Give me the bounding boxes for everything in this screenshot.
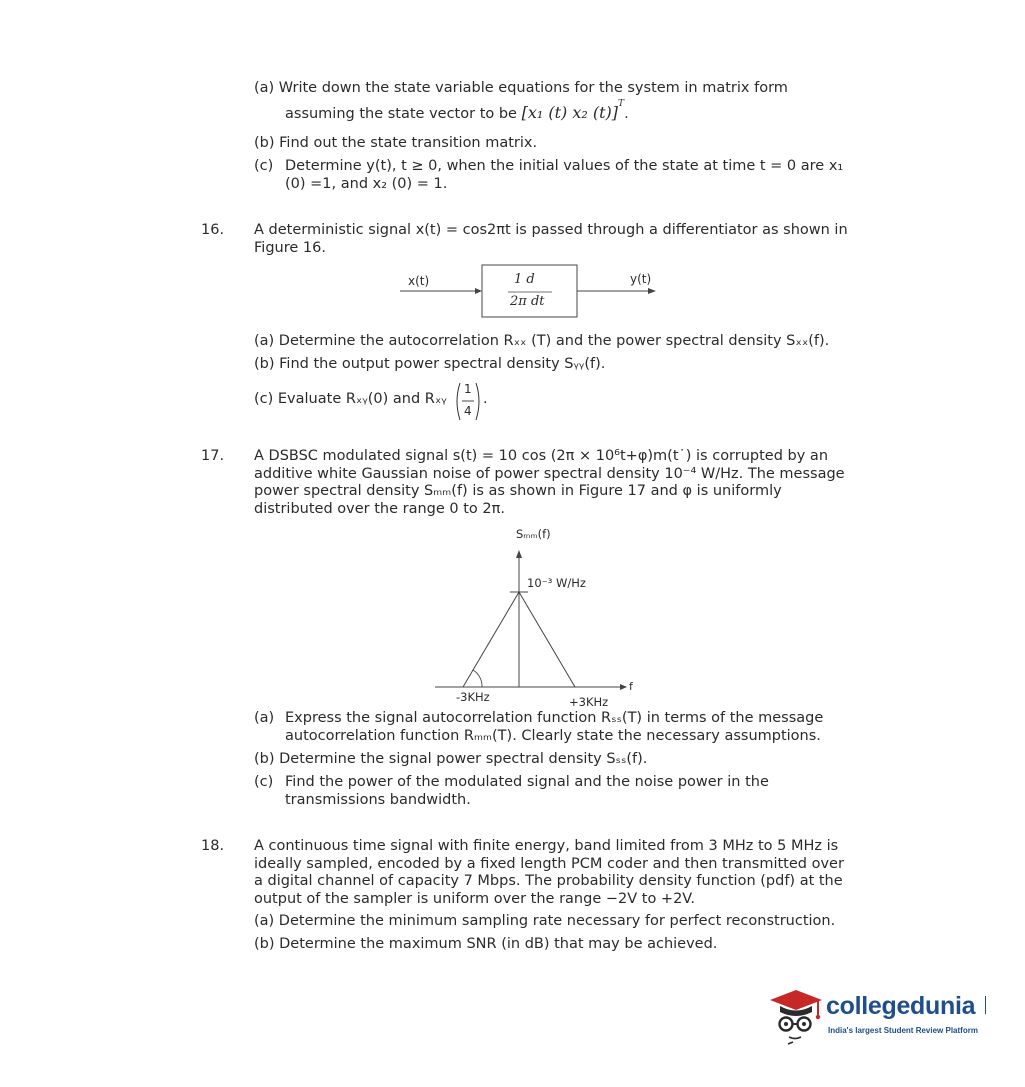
- q17-part-a-line1: Express the signal autocorrelation function Rₛₛ(T) in terms of the message: [285, 710, 824, 726]
- q17-part-a-line2: autocorrelation function Rₘₘ(T). Clearly state the necessary assumptions.: [285, 727, 821, 744]
- figure-17-psd-plot: [430, 540, 640, 700]
- q17-number: 17.: [201, 448, 225, 464]
- q18-statement-line3: a digital channel of capacity 7 Mbps. The probability density function (pdf) at the: [254, 873, 843, 889]
- graduate-face-icon: [766, 982, 826, 1048]
- psd-angle-arc: [473, 670, 482, 687]
- q16-fraction-numerator: 1: [464, 382, 472, 396]
- q15-part-a-prefix: assuming the state vector to be: [285, 106, 522, 122]
- q17-part-a-text: [285, 710, 850, 745]
- q16-part-c-prefix: (c) Evaluate Rₓᵧ(0) and Rₓᵧ: [254, 391, 447, 407]
- psd-y-label: Sₘₘ(f): [516, 527, 551, 541]
- figure-16-input-label: x(t): [408, 274, 430, 288]
- q16-part-b: (b) Find the output power spectral density Sᵧᵧ(f).: [254, 356, 606, 372]
- q17-statement-line3: power spectral density Sₘₘ(f) is as shown in Figure 17 and φ is uniformly: [254, 483, 782, 499]
- psd-x-axis-label: f: [629, 680, 633, 693]
- q15-part-a-line1: (a) Write down the state variable equations for the system in matrix form: [254, 80, 788, 96]
- q16-fraction-denominator: 4: [464, 404, 472, 418]
- psd-triangle-left-edge: [463, 592, 519, 687]
- figure-16-output-label: y(t): [630, 272, 652, 286]
- q17-statement: [254, 448, 850, 518]
- logo-tagline: India's largest Student Review Platform: [828, 1026, 978, 1035]
- psd-left-cutoff-label: -3KHz: [456, 690, 490, 704]
- q17-statement-line4: distributed over the range 0 to 2π.: [254, 500, 505, 517]
- psd-x-axis-arrowhead: [620, 684, 627, 690]
- q15-part-a-suffix: .: [624, 106, 629, 122]
- collegedunia-logo[interactable]: [766, 982, 996, 1052]
- psd-right-cutoff-label: +3KHz: [569, 695, 609, 709]
- q17-statement-line2: additive white Gaussian noise of power spectral density 10⁻⁴ W/Hz. The message: [254, 465, 845, 482]
- output-arrow-head: [648, 288, 656, 294]
- block-numerator: 1 d: [514, 272, 535, 287]
- q17-part-a-label: (a): [254, 710, 275, 726]
- q16-part-a: (a) Determine the autocorrelation Rₓₓ (T) and the power spectral density Sₓₓ(f).: [254, 333, 830, 349]
- q16-number: 16.: [201, 222, 225, 238]
- block-denominator: 2π dt: [510, 294, 545, 309]
- state-vector: [x₁ (t) x₂ (t)]: [521, 103, 619, 122]
- q16-statement: [254, 222, 850, 257]
- logo-wordmark: collegedunia: [826, 992, 976, 1020]
- q18-statement: [254, 838, 850, 908]
- q16-part-c: [254, 391, 447, 407]
- psd-peak-label: 10⁻³ W/Hz: [527, 576, 586, 590]
- figure-16-block-diagram: [380, 260, 710, 330]
- q18-statement-line1: A continuous time signal with finite energy, band limited from 3 MHz to 5 MHz is: [254, 838, 839, 854]
- q17-part-b: (b) Determine the signal power spectral density Sₛₛ(f).: [254, 751, 648, 767]
- q15-part-b: (b) Find out the state transition matrix.: [254, 135, 538, 151]
- q15-part-a-line2: [285, 99, 629, 122]
- q15-part-c-line2: (0) =1, and x₂ (0) = 1.: [285, 175, 448, 192]
- psd-y-axis-arrowhead: [516, 550, 522, 558]
- q16-statement-line1: A deterministic signal x(t) = cos2πt is passed through a differentiator as shown in: [254, 222, 848, 238]
- q15-part-c-label: (c): [254, 158, 274, 174]
- q18-statement-line2: ideally sampled, encoded by a fixed length PCM coder and then transmitted over: [254, 855, 844, 872]
- q18-part-b: (b) Determine the maximum SNR (in dB) that may be achieved.: [254, 936, 718, 952]
- logo-dotcom-mark: [985, 996, 992, 1014]
- q17-part-c-line1: Find the power of the modulated signal and the noise power in the: [285, 774, 769, 790]
- q17-part-c-label: (c): [254, 774, 274, 790]
- q18-part-a: (a) Determine the minimum sampling rate necessary for perfect reconstruction.: [254, 913, 836, 929]
- q15-part-c-text: [285, 158, 850, 193]
- q18-number: 18.: [201, 838, 225, 854]
- q15-part-c-line1: Determine y(t), t ≥ 0, when the initial values of the state at time t = 0 are x₁: [285, 158, 844, 174]
- q17-statement-line1: A DSBSC modulated signal s(t) = 10 cos (2π × 10⁶t+φ)m(t˙) is corrupted by an: [254, 448, 829, 464]
- q18-statement-line4: output of the sampler is uniform over the range −2V to +2V.: [254, 890, 695, 907]
- state-vector-transpose: T: [618, 99, 625, 110]
- input-arrow-head: [475, 288, 482, 294]
- q16-statement-line2: Figure 16.: [254, 239, 326, 256]
- psd-triangle-right-edge: [519, 592, 575, 687]
- q16-part-c-suffix: .: [483, 391, 488, 407]
- q17-part-c-text: [285, 774, 850, 809]
- q17-part-c-line2: transmissions bandwidth.: [285, 791, 471, 808]
